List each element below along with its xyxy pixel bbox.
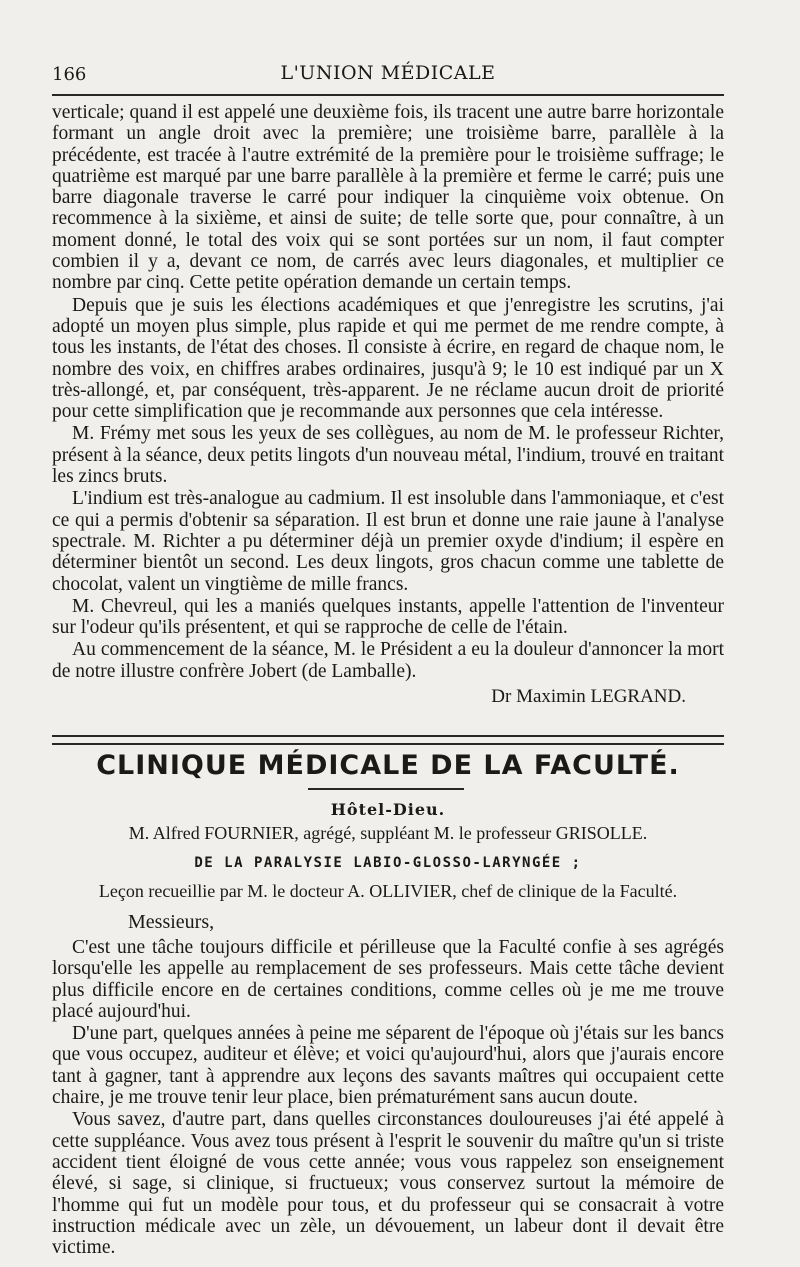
header-rule — [52, 94, 724, 96]
paragraph: verticale; quand il est appelé une deuxième fois, ils tracent une autre barre horizontale formant un angle droit avec la première; une troisième barre, parallèle à la précédente, est tracée à l'autre extrémité de la première pour le troisième suffrage; le quatrième est marqué par une barre parallèle à la première et ferme le carré; puis une barre diagonale traverse le carré pour indiquer la cinquième voix obtenue. On recommence à la sixième, et ainsi de suite; de telle sorte que, pour connaître, à un moment donné, le total des voix qui se sont portées sur un nom, il faut compter combien il y a, devant ce nom, de carrés avec leurs diagonales, et multiplier ce nombre par cinq. Cette petite opération demande un certain temps. — [52, 102, 724, 294]
paragraph: C'est une tâche toujours difficile et périlleuse que la Faculté confie à ses agrégés lorsqu'elle les appelle au remplacement de ses professeurs. Mais cette tâche devient plus difficile encore en de certaines conditions, comme celles où je me me trouve placé aujourd'hui. — [52, 937, 724, 1022]
location-heading: Hôtel-Dieu. — [330, 800, 446, 819]
bottom-text-block — [52, 937, 724, 1259]
paragraph: Depuis que je suis les élections académiques et que j'enregistre les scrutins, j'ai adopté un moyen plus simple, plus rapide et qui me permet de me rendre compte, à tous les instants, de l'état des choses. Il consiste à écrire, en regard de chaque nom, le nombre des voix, en chiffres arabes ordinaires, jusqu'à 9; le 10 est indiqué par un X très-allongé, et, par conséquent, très-apparent. Je ne réclame aucun droit de priorité pour cette simplification que je recommande aux personnes que cela intéresse. — [52, 294, 724, 423]
title-underline — [308, 788, 464, 790]
section-divider — [52, 735, 724, 745]
salutation: Messieurs, — [128, 911, 215, 933]
paragraph: Au commencement de la séance, M. le Président a eu la douleur d'annoncer la mort de notre illustre confrère Jobert (de Lamballe). — [52, 639, 724, 682]
page-header — [52, 60, 724, 86]
page-number: 166 — [52, 64, 87, 85]
section-title: CLINIQUE MÉDICALE DE LA FACULTÉ. — [96, 750, 680, 781]
top-text-block — [52, 102, 724, 707]
byline: M. Alfred FOURNIER, agrégé, suppléant M. le professeur GRISOLLE. — [128, 823, 648, 843]
paragraph: L'indium est très-analogue au cadmium. Il est insoluble dans l'ammoniaque, et c'est ce qui a permis d'obtenir sa séparation. Il est brun et donne une raie jaune à l'analyse spectrale. M. Richter a pu déterminer déjà un premier oxyde d'indium; il espère en déterminer bientôt un second. Les deux lingots, gros chacun comme une tablette de chocolat, valent un vingtième de mille francs. — [52, 488, 724, 595]
lesson-title: DE LA PARALYSIE LABIO-GLOSSO-LARYNGÉE ; — [194, 855, 582, 871]
paragraph: D'une part, quelques années à peine me séparent de l'époque où j'étais sur les bancs que vous occupez, auditeur et élève; et voici qu'aujourd'hui, alors que j'aurais encore tant à gagner, tant à apprendre aux leçons des savants maîtres qui occupaient cette chaire, je me trouve tenir leur place, bien prématurément sans aucun doute. — [52, 1023, 724, 1109]
paragraph: Vous savez, d'autre part, dans quelles circonstances douloureuses j'ai été appelé à cette suppléance. Vous avez tous présent à l'esprit le souvenir du maître qu'un si triste accident tient éloigné de vous cette année; vous vous rappelez son enseignement élevé, si sage, si clinique, si fructueux; vous conservez surtout la mémoire de l'homme qui fut un modèle pour tous, et du professeur qui se consacrait à votre instruction médicale avec un zèle, un dévouement, un labeur dont il devait être victime. — [52, 1109, 724, 1259]
author-signature: Dr Maximin LEGRAND. — [491, 686, 686, 708]
paragraph: M. Chevreul, qui les a maniés quelques instants, appelle l'attention de l'inventeur sur l'odeur qu'ils présentent, et qui se rapproche de celle de l'étain. — [52, 595, 724, 639]
running-title: L'UNION MÉDICALE — [280, 62, 496, 84]
paragraph: M. Frémy met sous les yeux de ses collègues, au nom de M. le professeur Richter, présent à la séance, deux petits lingots d'un nouveau métal, l'indium, trouvé en traitant les zincs bruts. — [52, 423, 725, 488]
lecture-credit: Leçon recueillie par M. le docteur A. OLLIVIER, chef de clinique de la Faculté. — [98, 881, 678, 901]
